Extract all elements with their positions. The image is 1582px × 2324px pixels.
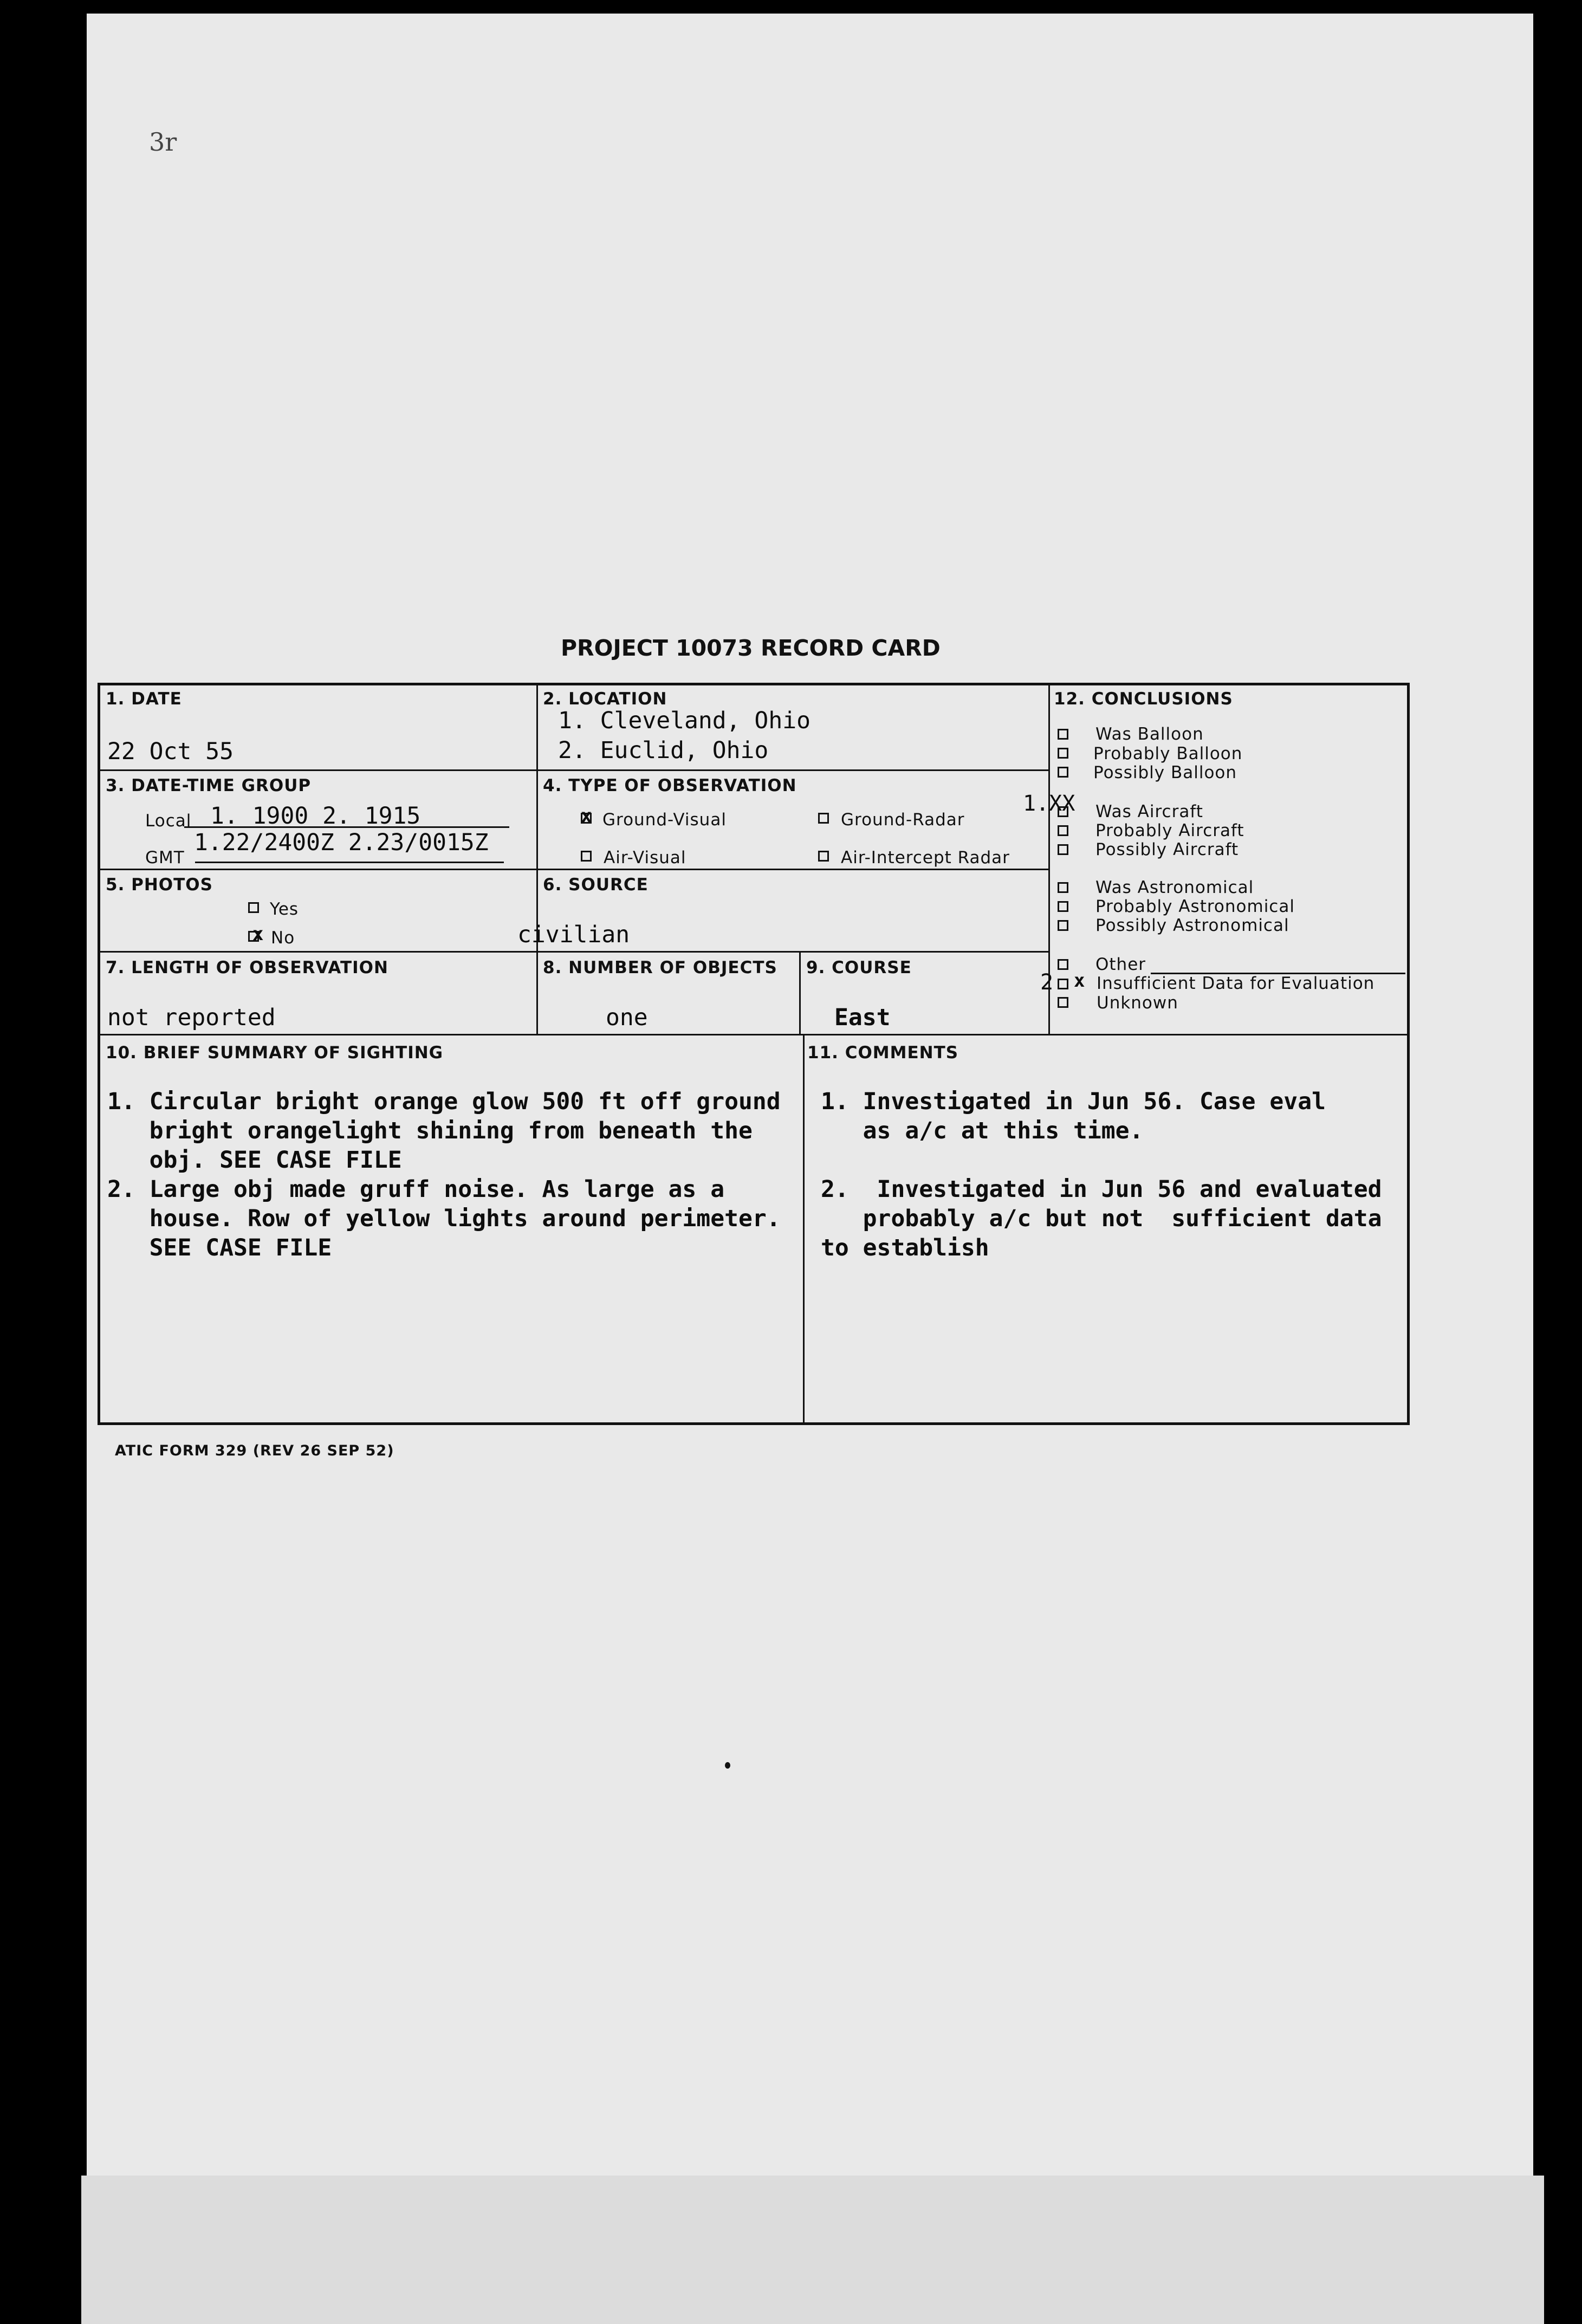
conclusions-label: 12. CONCLUSIONS	[1054, 689, 1233, 709]
conclusion-item: Possibly Astronomical	[1095, 916, 1289, 935]
conclusion-mark-2: 2	[1040, 970, 1054, 995]
summary-line: 1. Circular bright orange glow 500 ft off ground	[107, 1088, 781, 1115]
comments-line: probably a/c but not sufficient data	[821, 1205, 1382, 1232]
conclusion-item: Other	[1095, 955, 1146, 974]
conclusion-item: Was Balloon	[1095, 724, 1204, 744]
type-of-observation-label: 4. TYPE OF OBSERVATION	[543, 776, 797, 795]
insufficient-data-x-mark: x	[1074, 970, 1085, 992]
conclusion-checkbox[interactable]	[1058, 729, 1068, 740]
gmt-label: GMT	[145, 848, 185, 868]
location-line-1: 1. Cleveland, Ohio	[558, 707, 811, 734]
conclusion-checkbox[interactable]	[1058, 844, 1068, 855]
ground-radar-checkbox[interactable]	[818, 813, 829, 824]
conclusion-checkbox[interactable]	[1058, 806, 1068, 817]
course-value: East	[834, 1004, 891, 1031]
source-value: civilian	[517, 921, 630, 948]
date-value: 22 Oct 55	[107, 738, 234, 765]
conclusion-item: Insufficient Data for Evaluation	[1097, 974, 1375, 993]
course-label: 9. COURSE	[806, 958, 912, 977]
ground-radar-label: Ground-Radar	[841, 810, 965, 830]
length-of-observation-label: 7. LENGTH OF OBSERVATION	[106, 958, 388, 977]
comments-label: 11. COMMENTS	[807, 1043, 959, 1063]
air-intercept-radar-label: Air-Intercept Radar	[841, 848, 1010, 868]
conclusion-item: Probably Balloon	[1093, 744, 1243, 763]
gmt-time-value: 1.22/2400Z 2.23/0015Z	[194, 829, 489, 856]
summary-line: bright orangelight shining from beneath the	[107, 1117, 753, 1144]
length-of-observation-value: not reported	[107, 1004, 276, 1031]
conclusion-item: Was Astronomical	[1095, 878, 1254, 897]
conclusion-item: Probably Aircraft	[1095, 821, 1244, 840]
air-visual-checkbox[interactable]	[581, 851, 592, 862]
conclusion-mark-1: 1.XX	[1023, 791, 1075, 816]
ground-visual-label: Ground-Visual	[602, 810, 727, 830]
source-label: 6. SOURCE	[543, 875, 649, 895]
number-of-objects-value: one	[606, 1004, 648, 1031]
form-footer: ATIC FORM 329 (REV 26 SEP 52)	[115, 1442, 394, 1459]
conclusion-checkbox[interactable]	[1058, 997, 1068, 1008]
card-title: PROJECT 10073 RECORD CARD	[561, 635, 941, 661]
comments-line: as a/c at this time.	[821, 1117, 1144, 1144]
comments-line: 1. Investigated in Jun 56. Case eval	[821, 1088, 1326, 1115]
date-label: 1. DATE	[106, 689, 182, 709]
photos-yes-label: Yes	[270, 899, 299, 919]
location-line-2: 2. Euclid, Ohio	[558, 737, 769, 764]
photos-no-x-mark: x	[252, 923, 264, 945]
comments-line: 2. Investigated in Jun 56 and evaluated	[821, 1176, 1382, 1203]
photos-label: 5. PHOTOS	[106, 875, 213, 895]
conclusion-item: Was Aircraft	[1095, 802, 1203, 821]
air-visual-label: Air-Visual	[604, 848, 686, 868]
local-time-value: 1. 1900 2. 1915	[210, 802, 421, 830]
summary-line: house. Row of yellow lights around perimeter.	[107, 1205, 781, 1232]
photos-yes-checkbox[interactable]	[248, 902, 259, 913]
number-of-objects-label: 8. NUMBER OF OBJECTS	[543, 958, 777, 977]
summary-line: SEE CASE FILE	[107, 1234, 332, 1261]
summary-line: obj. SEE CASE FILE	[107, 1147, 402, 1174]
conclusion-item: Unknown	[1097, 993, 1178, 1013]
conclusion-checkbox[interactable]	[1058, 767, 1068, 778]
location-label: 2. LOCATION	[543, 689, 667, 709]
stray-dot	[725, 1762, 730, 1769]
air-intercept-radar-checkbox[interactable]	[818, 851, 829, 862]
date-time-group-label: 3. DATE-TIME GROUP	[106, 776, 312, 795]
conclusion-checkbox[interactable]	[1058, 920, 1068, 931]
local-label: Local	[145, 811, 192, 831]
ground-visual-x-mark: x	[581, 805, 592, 827]
conclusion-checkbox[interactable]	[1058, 748, 1068, 759]
conclusion-item: Probably Astronomical	[1095, 897, 1295, 916]
photos-no-label: No	[271, 928, 295, 948]
conclusion-item: Possibly Balloon	[1093, 763, 1237, 782]
conclusion-item: Possibly Aircraft	[1095, 840, 1239, 859]
summary-label: 10. BRIEF SUMMARY OF SIGHTING	[106, 1043, 444, 1063]
comments-line: to establish	[821, 1234, 989, 1261]
conclusion-checkbox[interactable]	[1058, 979, 1068, 989]
conclusion-checkbox[interactable]	[1058, 901, 1068, 912]
conclusion-checkbox[interactable]	[1058, 882, 1068, 893]
conclusion-checkbox[interactable]	[1058, 959, 1068, 970]
summary-line: 2. Large obj made gruff noise. As large as a	[107, 1176, 725, 1203]
margin-note: 3r	[149, 127, 177, 157]
conclusion-checkbox[interactable]	[1058, 825, 1068, 836]
underlying-sheet	[81, 2176, 1544, 2324]
